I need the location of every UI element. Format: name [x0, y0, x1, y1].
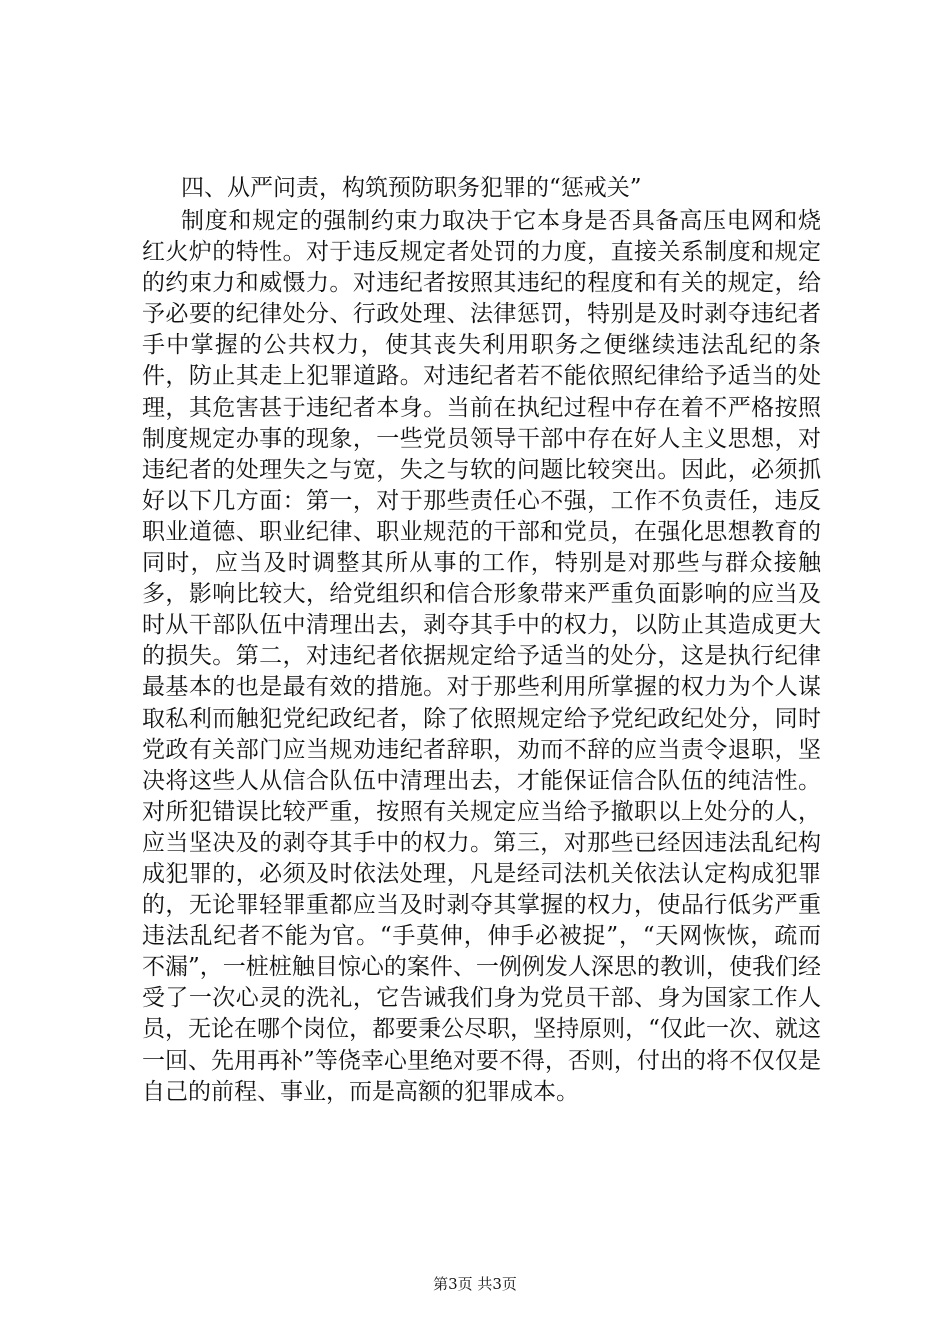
- page-indicator: 第3页 共3页: [433, 1275, 517, 1293]
- body-paragraph: 制度和规定的强制约束力取决于它本身是否具备高压电网和烧红火炉的特性。对于违反规定者处罚的力度，直接关系制度和规定的约束力和威慑力。对违纪者按照其违纪的程度和有关的规定，给予必要的纪律处分、行政处理、法律惩罚，特别是及时剥夺违纪者手中掌握的公共权力，使其丧失利用职务之便继续违法乱纪的条件，防止其走上犯罪道路。对违纪者若不能依照纪律给予适当的处理，其危害甚于违纪者本身。当前在执纪过程中存在着不严格按照制度规定办事的现象，一些党员领导干部中存在好人主义思想，对违纪者的处理失之与宽，失之与软的问题比较突出。因此，必须抓好以下几方面：第一，对于那些责任心不强，工作不负责任，违反职业道德、职业纪律、职业规范的干部和党员，在强化思想教育的同时，应当及时调整其所从事的工作，特别是对那些与群众接触多，影响比较大，给党组织和信合形象带来严重负面影响的应当及时从干部队伍中清理出去，剥夺其手中的权力，以防止其造成更大的损失。第二，对违纪者依据规定给予适当的处分，这是执行纪律最基本的也是最有效的措施。对于那些利用所掌握的权力为个人谋取私利而触犯党纪政纪者，除了依照规定给予党纪政纪处分，同时党政有关部门应当规劝违纪者辞职，劝而不辞的应当责令退职，坚决将这些人从信合队伍中清理出去，才能保证信合队伍的纯洁性。对所犯错误比较严重，按照有关规定应当给予撤职以上处分的人，应当坚决及的剥夺其手中的权力。第三，对那些已经因违法乱纪构成犯罪的，必须及时依法处理，凡是经司法机关依法认定构成犯罪的，无论罪轻罪重都应当及时剥夺其掌握的权力，使品行低劣严重违法乱纪者不能为官。“手莫伸，伸手必被捉”，“天网恢恢，疏而不漏”，一桩桩触目惊心的案件、一例例发人深思的教训，使我们经受了一次心灵的洗礼，它告诫我们身为党员干部、身为国家工作人员，无论在哪个岗位，都要秉公尽职，坚持原则，“仅此一次、就这一回、先用再补”等侥幸心里绝对要不得，否则，付出的将不仅仅是自己的前程、事业，而是高额的犯罪成本。: [142, 208, 821, 1105]
- section-heading: 四、从严问责，构筑预防职务犯罪的“惩戒关”: [181, 175, 642, 201]
